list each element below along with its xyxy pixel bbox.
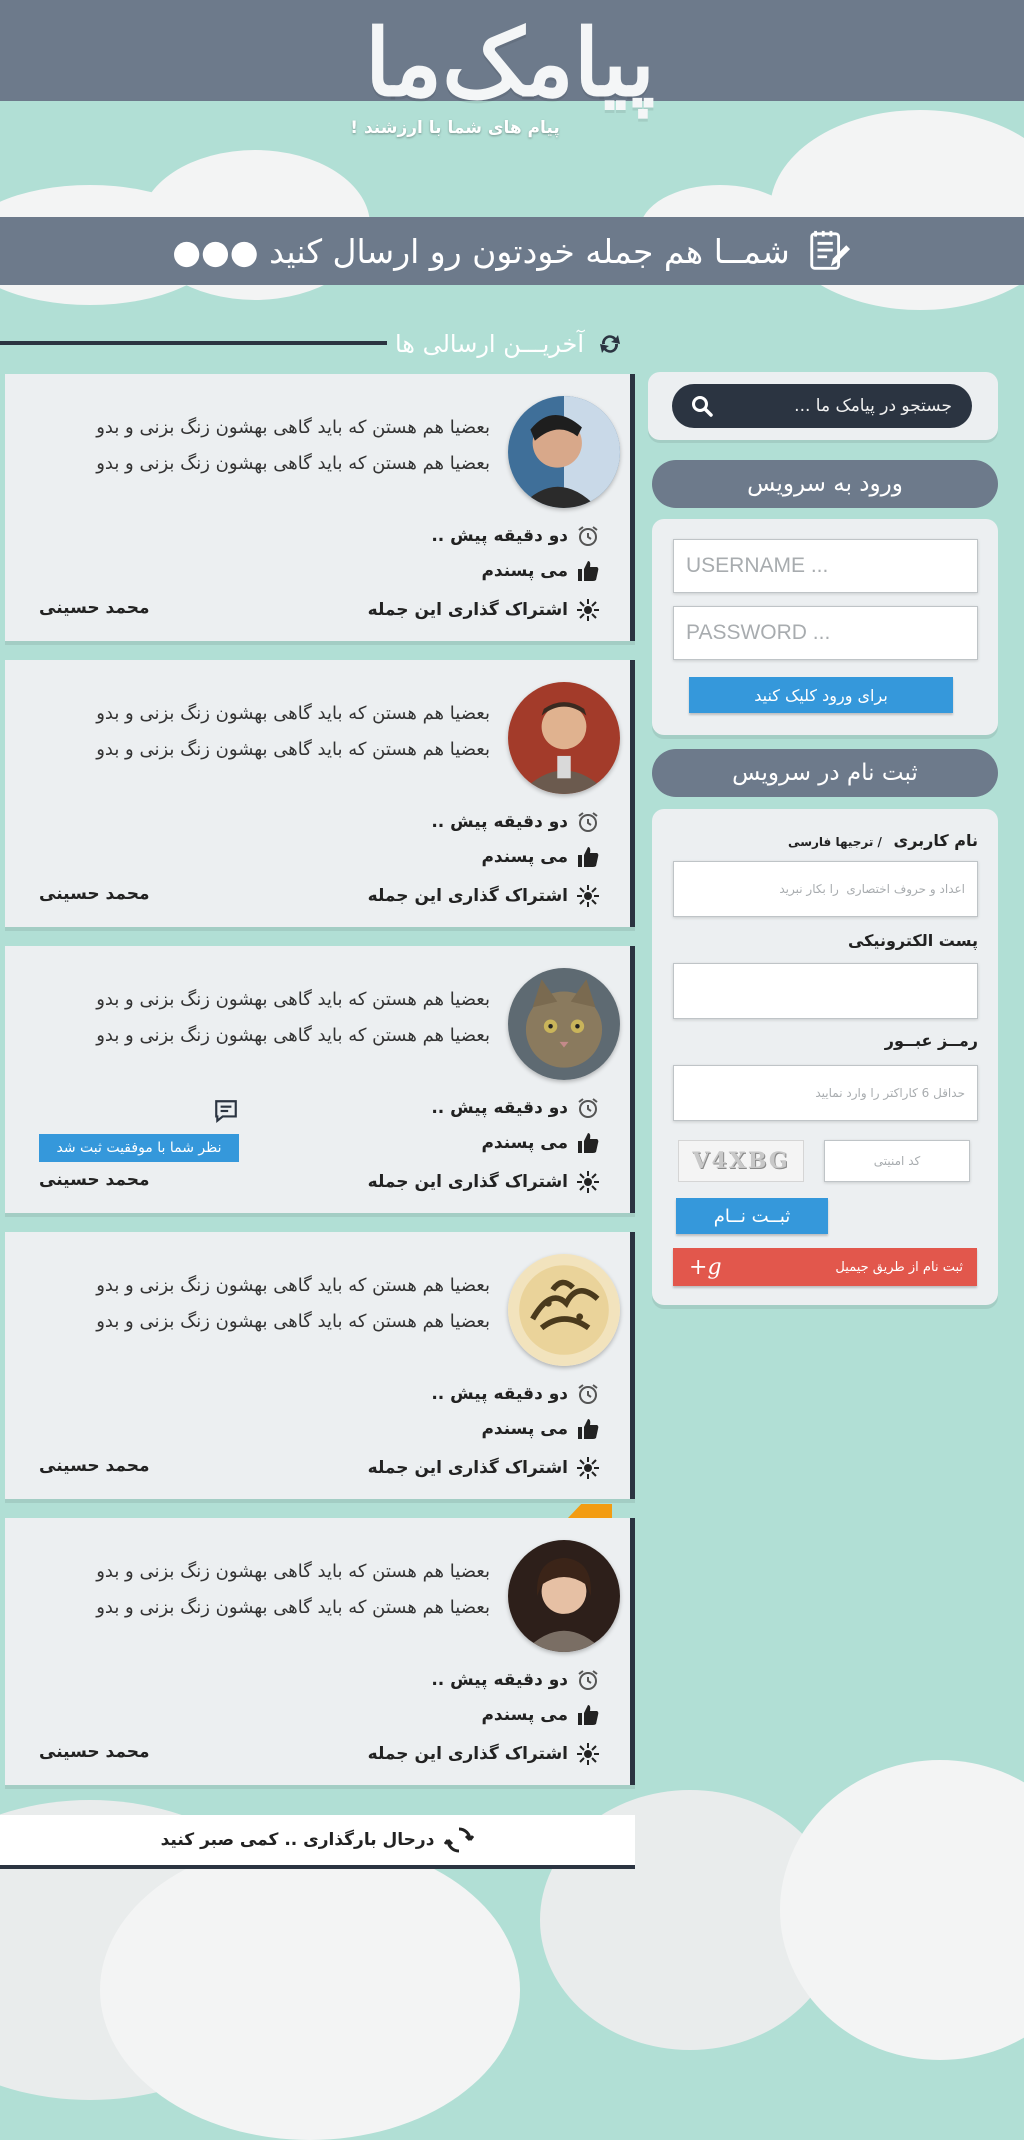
like-button[interactable]: می پسندم [481,1417,600,1441]
post-card [5,946,635,1213]
share-button[interactable]: اشتراک گذاری این جمله [368,1742,600,1766]
avatar[interactable] [508,682,620,794]
like-button[interactable]: می پسندم [481,845,600,869]
post-time: دو دقیقه پیش .. [431,810,600,834]
share-button[interactable]: اشتراک گذاری این جمله [368,1170,600,1194]
post-line: بعضیا هم هستن که باید گاهی بهشون زنگ بزنی و بدو [96,453,490,474]
post-card [5,1518,635,1785]
share-icon [576,884,600,908]
comment-success-toast: نظر شما با موفقیت ثبت شد [39,1134,239,1162]
post-line: بعضیا هم هستن که باید گاهی بهشون زنگ بزنی و بدو [96,417,490,438]
like-button[interactable]: می پسندم [481,1131,600,1155]
share-button[interactable]: اشتراک گذاری این جمله [368,1456,600,1480]
post-feed [0,374,635,1804]
register-password-label: رمــز عبــور [884,1031,978,1050]
thumbs-up-icon [576,845,600,869]
alarm-clock-icon [576,1096,600,1120]
search-bar[interactable] [672,384,972,428]
avatar[interactable] [508,968,620,1080]
post-text [30,696,490,768]
post-time: دو دقیقه پیش .. [431,1668,600,1692]
share-icon [576,1170,600,1194]
register-panel [652,809,998,1305]
login-button[interactable]: برای ورود کلیک کنید [689,677,953,713]
banner-text: شمــا هم جمله خودتون رو ارسال کنید ●●● [172,231,790,271]
post-text [30,982,490,1054]
share-icon [576,1456,600,1480]
post-text [30,410,490,482]
post-card [5,1232,635,1499]
post-line: بعضیا هم هستن که باید گاهی بهشون زنگ بزنی و بدو [96,739,490,760]
post-time: دو دقیقه پیش .. [431,524,600,548]
register-header: ثبت نام در سرویس [652,749,998,797]
register-button[interactable]: ثبــت نــام [676,1198,828,1234]
post-time: دو دقیقه پیش .. [431,1382,600,1406]
avatar[interactable] [508,1254,620,1366]
like-button[interactable]: می پسندم [481,1703,600,1727]
thumbs-up-icon [576,559,600,583]
post-line: بعضیا هم هستن که باید گاهی بهشون زنگ بزنی و بدو [96,1597,490,1618]
loading-spinner-icon [444,1825,474,1855]
site-logo[interactable]: پیامک‌ما [364,9,656,117]
post-line: بعضیا هم هستن که باید گاهی بهشون زنگ بزنی و بدو [96,1561,490,1582]
share-icon [576,1742,600,1766]
comment-icon[interactable] [213,1098,239,1124]
search-icon[interactable] [690,394,714,418]
post-author[interactable]: محمد حسینی [39,884,150,904]
post-card [5,660,635,927]
register-password-input[interactable] [673,1065,978,1121]
alarm-clock-icon [576,1382,600,1406]
google-signup-label: ثبت نام از طریق جیمیل [835,1259,963,1275]
background-cloud [100,1840,520,2140]
login-panel [652,519,998,735]
post-line: بعضیا هم هستن که باید گاهی بهشون زنگ بزنی و بدو [96,1311,490,1332]
alarm-clock-icon [576,810,600,834]
username-hint: / ترجیها فارسی [788,835,882,849]
post-line: بعضیا هم هستن که باید گاهی بهشون زنگ بزنی و بدو [96,1275,490,1296]
post-time: دو دقیقه پیش .. [431,1096,600,1120]
search-box [648,372,998,440]
share-button[interactable]: اشتراک گذاری این جمله [368,884,600,908]
latest-posts-label: آخریـــن ارسالی ها [394,330,584,358]
edit-note-icon [806,228,852,274]
email-field[interactable] [673,963,978,1019]
captcha-text: V4XBG [692,1148,790,1174]
site-tagline: پیام های شما با ارزشند ! [350,118,560,138]
username-input[interactable] [673,539,978,593]
share-icon [576,598,600,622]
register-username-input[interactable] [673,861,978,917]
background-cloud [780,1760,1024,2060]
post-line: بعضیا هم هستن که باید گاهی بهشون زنگ بزنی و بدو [96,703,490,724]
post-author[interactable]: محمد حسینی [39,598,150,618]
alarm-clock-icon [576,524,600,548]
post-text [30,1268,490,1340]
post-card [5,374,635,641]
captcha-image [678,1140,804,1182]
thumbs-up-icon [576,1417,600,1441]
avatar[interactable] [508,396,620,508]
share-button[interactable]: اشتراک گذاری این جمله [368,598,600,622]
post-text [30,1554,490,1626]
post-line: بعضیا هم هستن که باید گاهی بهشون زنگ بزنی و بدو [96,1025,490,1046]
like-button[interactable]: می پسندم [481,559,600,583]
google-signup-button[interactable] [673,1248,977,1286]
post-author[interactable]: محمد حسینی [39,1170,150,1190]
refresh-icon [596,330,624,358]
search-input[interactable] [724,395,954,417]
section-divider [0,341,387,345]
password-input[interactable] [673,606,978,660]
post-author[interactable]: محمد حسینی [39,1456,150,1476]
loading-indicator [0,1815,635,1869]
login-header: ورود به سرویس [652,460,998,508]
loading-text: درحال بارگذاری .. کمی صبر کنید [160,1830,435,1850]
post-author[interactable]: محمد حسینی [39,1742,150,1762]
alarm-clock-icon [576,1668,600,1692]
thumbs-up-icon [576,1703,600,1727]
post-line: بعضیا هم هستن که باید گاهی بهشون زنگ بزنی و بدو [96,989,490,1010]
username-label: نام کاربری / ترجیها فارسی [788,831,978,850]
send-banner[interactable] [0,217,1024,285]
thumbs-up-icon [576,1131,600,1155]
email-label: پست الکترونیکی [847,931,978,950]
captcha-input[interactable] [824,1140,970,1182]
google-plus-icon: g+ [689,1254,722,1280]
avatar[interactable] [508,1540,620,1652]
